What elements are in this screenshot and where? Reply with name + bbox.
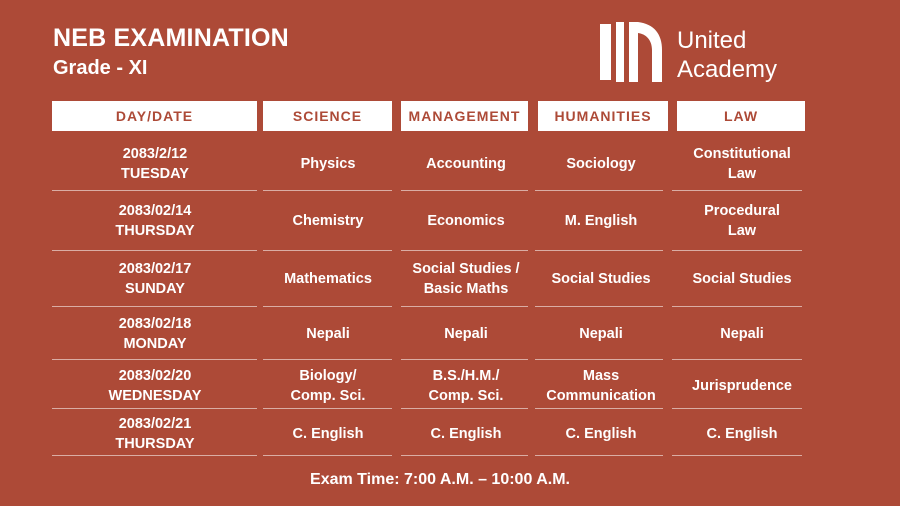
cell-line: Social Studies	[551, 271, 651, 287]
row-divider	[263, 190, 392, 191]
exam-time: Exam Time: 7:00 A.M. – 10:00 A.M.	[310, 471, 570, 488]
cell-line: C. English	[430, 426, 502, 442]
cell-line: Comp. Sci.	[290, 388, 366, 404]
cell-line: Constitutional	[693, 146, 791, 162]
cell-line: Nepali	[444, 326, 488, 342]
cell-science	[258, 411, 398, 457]
row-divider	[672, 455, 802, 456]
cell-line: Basic Maths	[423, 281, 509, 297]
cell-law	[667, 309, 817, 359]
cell-line: THURSDAY	[115, 436, 195, 452]
cell-line: C. English	[706, 426, 778, 442]
cell-management	[396, 309, 536, 359]
column-header-management: MANAGEMENT	[401, 101, 528, 131]
row-divider	[52, 306, 257, 307]
cell-humanities	[526, 362, 676, 410]
cell-humanities	[526, 309, 676, 359]
cell-line: WEDNESDAY	[108, 388, 202, 404]
row-divider	[52, 359, 257, 360]
cell-law	[667, 194, 817, 248]
column-header-science: SCIENCE	[263, 101, 392, 131]
row-divider	[672, 250, 802, 251]
row-divider	[263, 306, 392, 307]
row-divider	[401, 455, 528, 456]
row-divider	[401, 190, 528, 191]
row-divider	[401, 359, 528, 360]
cell-law	[667, 253, 817, 305]
cell-science	[258, 140, 398, 188]
cell-line: Jurisprudence	[692, 378, 792, 394]
row-divider	[672, 408, 802, 409]
cell-line: Procedural	[704, 203, 780, 219]
cell-management	[396, 411, 536, 457]
cell-line: MONDAY	[123, 336, 187, 352]
cell-management	[396, 194, 536, 248]
cell-line: Law	[727, 223, 757, 239]
row-divider	[672, 359, 802, 360]
cell-science	[258, 194, 398, 248]
row-divider	[535, 455, 663, 456]
cell-line: Social Studies	[692, 271, 792, 287]
cell-management	[396, 253, 536, 305]
row-divider	[263, 408, 392, 409]
cell-line: M. English	[564, 213, 638, 229]
cell-day-date	[55, 253, 255, 305]
logo-line-united: United	[677, 27, 747, 54]
cell-line: Mass	[582, 368, 620, 384]
row-divider	[535, 359, 663, 360]
row-divider	[535, 306, 663, 307]
row-divider	[52, 190, 257, 191]
cell-management	[396, 362, 536, 410]
cell-line: C. English	[565, 426, 637, 442]
cell-line: 2083/2/12	[122, 146, 188, 162]
cell-line: Nepali	[306, 326, 350, 342]
cell-line: TUESDAY	[121, 166, 189, 182]
exam-title: NEB EXAMINATION	[53, 24, 289, 52]
cell-line: Sociology	[566, 156, 636, 172]
cell-line: 2083/02/18	[118, 316, 192, 332]
cell-day-date	[55, 140, 255, 188]
united-academy-logo-icon	[600, 20, 664, 84]
united-academy-logo	[600, 20, 810, 86]
cell-science	[258, 253, 398, 305]
cell-science	[258, 309, 398, 359]
row-divider	[401, 306, 528, 307]
row-divider	[672, 306, 802, 307]
cell-management	[396, 140, 536, 188]
cell-line: Social Studies /	[412, 261, 520, 277]
row-divider	[535, 250, 663, 251]
column-header-day-date: DAY/DATE	[52, 101, 257, 131]
cell-line: Accounting	[426, 156, 506, 172]
row-divider	[52, 250, 257, 251]
row-divider	[52, 408, 257, 409]
cell-line: Nepali	[720, 326, 764, 342]
cell-law	[667, 140, 817, 188]
cell-line: 2083/02/21	[118, 416, 192, 432]
logo-line-academy: Academy	[677, 56, 778, 83]
row-divider	[401, 250, 528, 251]
cell-line: SUNDAY	[125, 281, 185, 297]
cell-line: Nepali	[579, 326, 623, 342]
cell-humanities	[526, 253, 676, 305]
row-divider	[535, 408, 663, 409]
cell-line: Comp. Sci.	[428, 388, 504, 404]
cell-law	[667, 411, 817, 457]
column-header-law: LAW	[677, 101, 805, 131]
cell-science	[258, 362, 398, 410]
cell-line: Communication	[546, 388, 656, 404]
cell-day-date	[55, 309, 255, 359]
cell-humanities	[526, 194, 676, 248]
cell-line: B.S./H.M./	[432, 368, 500, 384]
row-divider	[263, 455, 392, 456]
cell-law	[667, 362, 817, 410]
cell-line: Mathematics	[284, 271, 372, 287]
cell-day-date	[55, 194, 255, 248]
cell-line: THURSDAY	[115, 223, 195, 239]
cell-line: 2083/02/20	[118, 368, 192, 384]
cell-day-date	[55, 362, 255, 410]
column-header-humanities: HUMANITIES	[538, 101, 668, 131]
row-divider	[672, 190, 802, 191]
cell-line: 2083/02/17	[118, 261, 192, 277]
row-divider	[263, 359, 392, 360]
row-divider	[263, 250, 392, 251]
cell-line: C. English	[292, 426, 364, 442]
row-divider	[401, 408, 528, 409]
row-divider	[52, 455, 257, 456]
cell-line: Biology/	[299, 368, 357, 384]
cell-day-date	[55, 411, 255, 457]
cell-line: Physics	[300, 156, 356, 172]
cell-line: Economics	[427, 213, 505, 229]
cell-line: 2083/02/14	[118, 203, 192, 219]
cell-line: Law	[727, 166, 757, 182]
cell-humanities	[526, 411, 676, 457]
cell-humanities	[526, 140, 676, 188]
grade-label: Grade - XI	[53, 57, 148, 79]
cell-line: Chemistry	[292, 213, 364, 229]
row-divider	[535, 190, 663, 191]
